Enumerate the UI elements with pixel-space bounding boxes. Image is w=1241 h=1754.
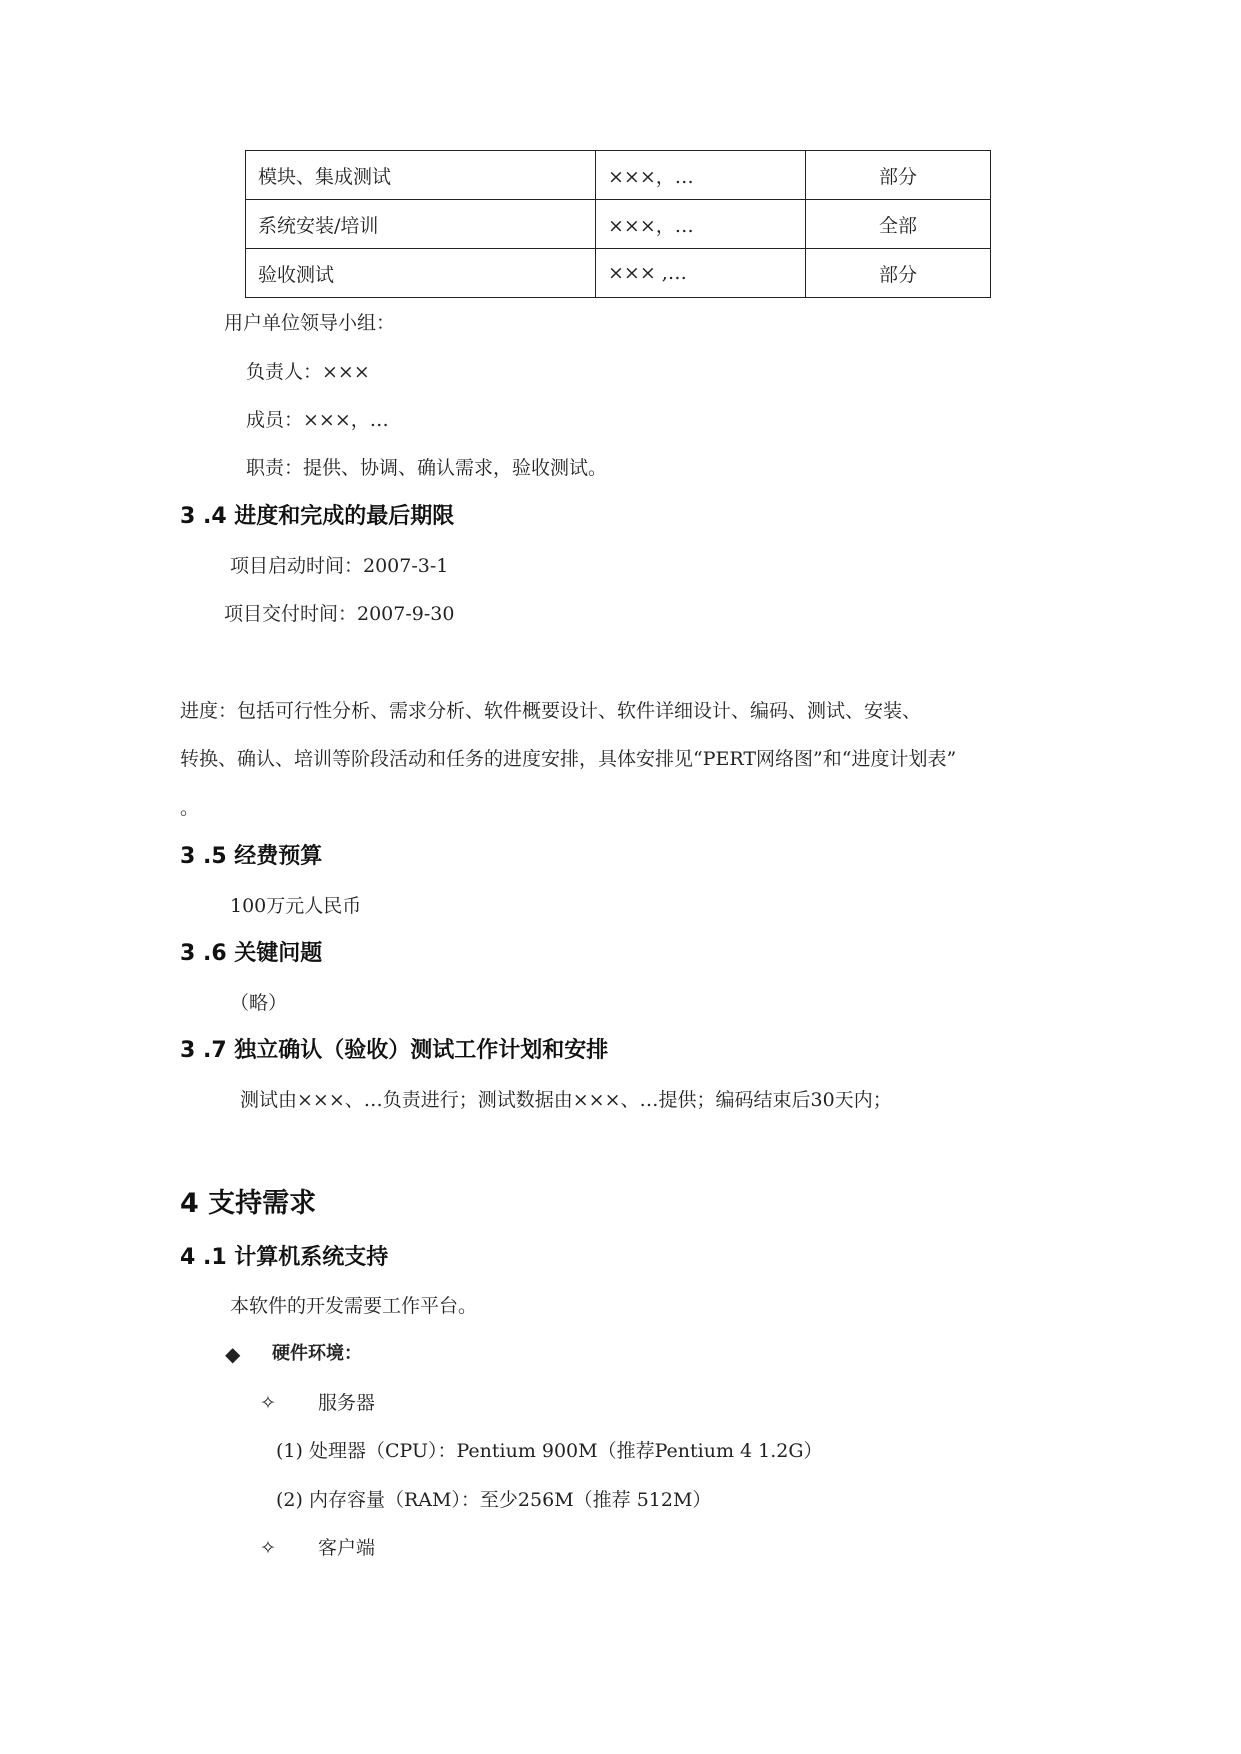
user-group-members: 成员：×××，… xyxy=(246,409,389,431)
table-cell-person: ×××，… xyxy=(596,200,806,249)
staff-table-body xyxy=(246,151,991,298)
table-cell-scope: 部分 xyxy=(806,151,991,200)
user-group-leader: 负责人：××× xyxy=(246,361,370,383)
sparkle-bullet-icon: ✧ xyxy=(260,1392,276,1414)
table-cell-task: 系统安装/培训 xyxy=(246,200,596,249)
platform-intro: 本软件的开发需要工作平台。 xyxy=(230,1295,478,1317)
table-cell-task: 模块、集成测试 xyxy=(246,151,596,200)
table-row xyxy=(246,151,991,200)
schedule-paragraph-line2: 转换、确认、培训等阶段活动和任务的进度安排，具体安排见“PERT网络图”和“进度计划表” xyxy=(180,748,957,770)
table-cell-person: ×××，… xyxy=(596,151,806,200)
schedule-paragraph-line1: 进度：包括可行性分析、需求分析、软件概要设计、软件详细设计、编码、测试、安装、 xyxy=(180,700,922,722)
diamond-bullet-icon: ◆ xyxy=(225,1342,241,1366)
heading-4: 4 支持需求 xyxy=(180,1188,317,1219)
project-start-date: 项目启动时间：2007-3-1 xyxy=(230,555,449,577)
heading-3-7: 3 .7 独立确认（验收）测试工作计划和安排 xyxy=(180,1038,609,1063)
key-issues-text: （略） xyxy=(230,992,288,1014)
client-label: 客户端 xyxy=(318,1537,376,1559)
project-delivery-date: 项目交付时间：2007-9-30 xyxy=(224,603,455,625)
acceptance-test-text: 测试由×××、…负责进行；测试数据由×××、…提供；编码结束后30天内； xyxy=(240,1089,892,1111)
heading-3-6: 3 .6 关键问题 xyxy=(180,941,323,966)
user-group-title: 用户单位领导小组： xyxy=(224,312,396,334)
table-cell-scope: 部分 xyxy=(806,249,991,298)
server-ram-spec: (2) 内存容量（RAM）：至少256M（推荐 512M） xyxy=(276,1489,712,1511)
server-label: 服务器 xyxy=(318,1392,376,1414)
sparkle-bullet-icon: ✧ xyxy=(260,1537,276,1559)
budget-text: 100万元人民币 xyxy=(230,895,362,917)
server-cpu-spec: (1) 处理器（CPU）：Pentium 900M（推荐Pentium 4 1.2G） xyxy=(276,1440,823,1462)
schedule-paragraph-line3: 。 xyxy=(180,797,200,819)
table-cell-task: 验收测试 xyxy=(246,249,596,298)
table-cell-person: ××× ,… xyxy=(596,249,806,298)
table-row xyxy=(246,249,991,298)
heading-3-5: 3 .5 经费预算 xyxy=(180,844,323,869)
heading-3-4: 3 .4 进度和完成的最后期限 xyxy=(180,504,455,529)
heading-4-1: 4 .1 计算机系统支持 xyxy=(180,1245,389,1270)
staff-table xyxy=(245,150,991,298)
table-cell-scope: 全部 xyxy=(806,200,991,249)
hardware-env-label: 硬件环境： xyxy=(272,1343,362,1364)
table-row xyxy=(246,200,991,249)
user-group-duty: 职责：提供、协调、确认需求，验收测试。 xyxy=(246,457,608,479)
